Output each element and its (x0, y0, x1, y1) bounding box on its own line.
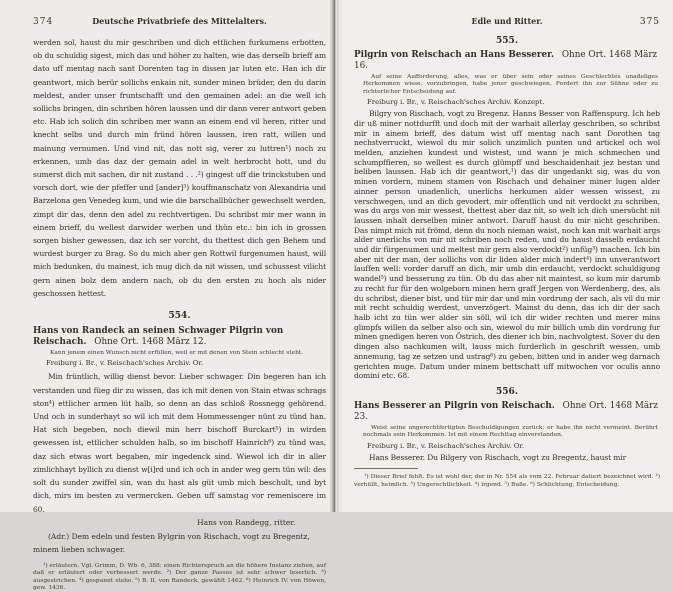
right-page-number: 375 (639, 17, 660, 27)
letter-554-regest: Kann jenem einen Wunsch nicht erfüllen, weil er mit denen von Stein schlecht steht. (50, 350, 304, 357)
left-running-title: Deutsche Privatbriefe des Mittelalters. (92, 16, 267, 26)
letter-555-regest: Auf seine Aufforderung, alles, was er über sein oder seines Geschlechtes unadeliges Herkommen wisse, vorzubringen, habe jener geschwiegen. Fordert ihn zur Sühne oder zu richterlicher Entscheidung auf. (363, 74, 658, 95)
footnote-separator-rule (354, 468, 418, 469)
letter-553-continuation: werden sol, haust du mir geschriben und dich ettlichen furkumens erbotten, ob du schuldig sigest, mich das und höher zu halten, wie das derselb brieff am dato uff mentag nach sant Dorenten tag in dissen jar luten etc. Han ich dir geantwort, mich berür sollichs enkain nit, sunder minen brüder, den du darin meldest, ander unser fruntschafft und den gemainen adel: an die well ich sollichs bringen, din schriben hören laussen und dir dann verer antwort geben etc. Hab ich solich din schriben mer wann an einem end vil heren, ritter und knecht selbs und durch min fründ hören laussen, iren ratt, willen und mainung vernumen. Und vind nit, das nott sig, verer zu luttren¹) noch zu erkennen, umb das daz der gemain adel in welt herbrocht hott, und du sumerst dich mit sachen, dir nit zustand . . .²) gingest uff die trinckstuben und vorsch dort, wie der pfeffer und [ander]³) kouffmanschatz von Alexandria und Barzelona gen Venedeg kum, und wie die barschallbücher gewechselt werden, zimpt dir das, denn den adel zu rechtvertigen. Du schribst mir mer wann in einem brieff, du wellest darwider werben und thün etc.: bin ich in grossen sorgen bisher gewessen, daz ich ser vorcht, du thettest dich gen Behem und wurdest burger zu Brag. So du mich aber gen Rottwil furgenumen haust, will mich bedunken, du mainest, ich mug dich da nit wissen, und schussest vilicht gern ainen bolz dem andern nach, ob du den ersten zu hoch als nider geschossen hettest. (33, 38, 326, 298)
right-running-head (354, 16, 660, 27)
letter-555-heading-date: Ohne Ort. 1468 März 16. (354, 50, 658, 71)
letter-554-body: Min früntlich, willig dienst bevor. Lieber schwager. Din begeren han ich verstanden und füeg dir zu wissen, das ich mit denen von Stain etwas schrags ston⁴) ettlicher armen lüt halb, so denn an das schloß Rossnegg gehörend. Und och in sunderhayt so wil ich mit dem Hommessenger nünt zu tünd han. Hat sich begeben, noch diewil min herr bischoff Burckart⁵) in wirden gewessen ist, ettlicher schulden halb, so im bischoff Hainrich⁶) zu tünd was, daz sich etwas wort begaben, mir ingedenck sind. Wiewol ich dir in aller zimlichhayt byllich zu dienst w[i]rd und ich och in ander weg gern tün wil: des solt du sunder zwiffel sin, wan du hast als güt umb mich beschult, und byt dich, mirs im besten zu vermercken. Geben uff samstag vor remeniscere im 60. (33, 372, 326, 514)
right-footnotes: ¹) Dieser Brief fehlt. Es ist wohl der, der in Nr. 554 als vom 22. Februar datiert bezeichnet wird. ²) verhüllt, heimlich. ³) Ungerechtlichkeit. ⁴) irgend. ⁵) Buße. ⁶) Schlichtung, Entscheidung. (354, 474, 660, 488)
right-running-title: Edle und Ritter. (471, 16, 543, 26)
left-page-number: 374 (33, 17, 54, 27)
letter-555-heading (354, 50, 660, 72)
letter-554-heading (33, 326, 326, 348)
page-right (342, 0, 673, 512)
letter-556-number: 556. (496, 386, 518, 397)
left-running-head (33, 16, 326, 27)
letter-554-source: Freiburg i. Br., v. Reischach'sches Archiv. Or. (46, 359, 204, 368)
page-left (0, 0, 330, 591)
letter-556-heading-name: Hans Besserer an Pilgrin von Reischach. (354, 400, 555, 411)
letter-554-address: (Adr.) Dem edeln und festen Bylgrin von Rischach, vogt zu Bregentz, minem lieben schwager. (33, 531, 310, 554)
letter-556-body-opening: Hans Besserer. Du Bilgery von Rischach, vogt zu Bregentz, haust mir (369, 452, 627, 462)
letter-555-source: Freiburg i. Br., v. Reischach'sches Archiv. Konzept. (367, 98, 545, 107)
letter-555-number: 555. (496, 36, 518, 46)
letter-554-number: 554. (168, 311, 191, 322)
letter-554-heading-date: Ohne Ort. 1468 März 12. (94, 337, 207, 348)
letter-554-heading-name: Hans von Randeck an seinen Schwager Pilgrin von Reischach. (33, 326, 284, 348)
letter-554-signature: Hans von Randegg, ritter. (197, 517, 296, 527)
letter-556-heading (354, 401, 660, 423)
letter-555-body: Bilgry von Rischach, vogt zu Bregenz. Hanns Besser von Raffenspurg. Ich heb dir uß miner nottdurfft und doch mit der warhait allerlay geschriben, so schribst mir in ainem brieff, des datum wist uff mentag nach sant Dorothen tag nechstverruckt, wiewol du mir solich unzimlich punten und artickel och wol melden, anziehen kundest und wistest, und wann je mich schmechen und schumpffieren, so wellest es durch glümpff und beschaidenhait jez bestan und beliben laussen. Hab ich dir geantwort,¹) das dir ungedankt sig, was du von minen vordern, minem stamen von Rischach und dehainer miner lugen alder ainner person unadenlich, unerlichs herkumen alder wessen wissest, zu verschwegen, und an dich gevodert, mir offentlich und nit verdockt zu schriben, was du args von mir wessest, thettest aber daz nit, so welt ich dich unersücht nit laussen inhalt derselben miner antwort. Daruff haust du mir nicht geschriben. Das nimpt mich nit frömd, denn du noch nieman waist, noch kan mit warhait args alder unerlichs von mir nit schriben noch reden, und du haust dasselb erdaucht und dir fürgenumen und meltest mir gern also verdockt²) unfüg³) machen. Ich bin aber nit der man, der sollichs von dir liden alder mich indert⁴) inn unverantwort lauffen well: vorder daruff an dich, mir umb din erdaucht, verdockt schuldigung wandel⁵) und besserung zu tün. Ob du das aber nit maintest, so kum mir darumb zu recht fur für den wolgeborn minen hern graff Jergen von Werdenberg, des, als du schribst, diener bist, und tür mir dar und min vordrung der sach, als vil du mir mit recht schuldig werdest, unverzögert. Mainst du denn, das ich dir der sach halb icht zu tün wer alder sin söll, wil ich dir wider rechten und merer mins glimpfs willen da selber also och sin, wiewol du mir billich umb din vordrung fur minen gnedigen heren von Östrich, des diener ich bin, nachvolgtest. Sover du den dingen also nachkumen wilt, lauss mich furderlich in geschrift wessen, umb annemung, tag ze setzen und ustrag⁶) zu geben, bitten und in ander weg darnach gerichten muge. Datum under minem bettschatt uff mitwochen vor oculis anno domini etc. 68. (354, 109, 660, 381)
letter-556-source: Freiburg i. Br., v. Reischach'sches Archiv. Or. (367, 441, 525, 450)
letter-556-regest: Weist seine ungerechtfertigten Beschuldigungen zurück: er habe ihn nicht vermeint. Berührt nochmals sein Herkommen. Ist mit einem Rechttag einverstanden. (363, 424, 658, 439)
letter-555-heading-name: Pilgrin von Reischach an Hans Besserer. (354, 50, 555, 60)
book-gutter-fold (330, 0, 342, 512)
left-footnotes: ¹) erläutern. Vgl. Grimm, D. Wb. 6, 388: einen Richterspruch an die höhere Instanz ziehen, auf daß er erläutert oder verbessert werde. ²) Der ganze Passus ist sehr schwer leserlich. ³) ausgestrichen. ⁴) gespannt stehe. ⁵) B. II. von Randeck, gewählt 1462. ⁶) Heinrich IV. von Höwen, gew. 1436. (33, 563, 326, 591)
letter-556-heading-date: Ohne Ort. 1468 März 23. (354, 400, 659, 422)
